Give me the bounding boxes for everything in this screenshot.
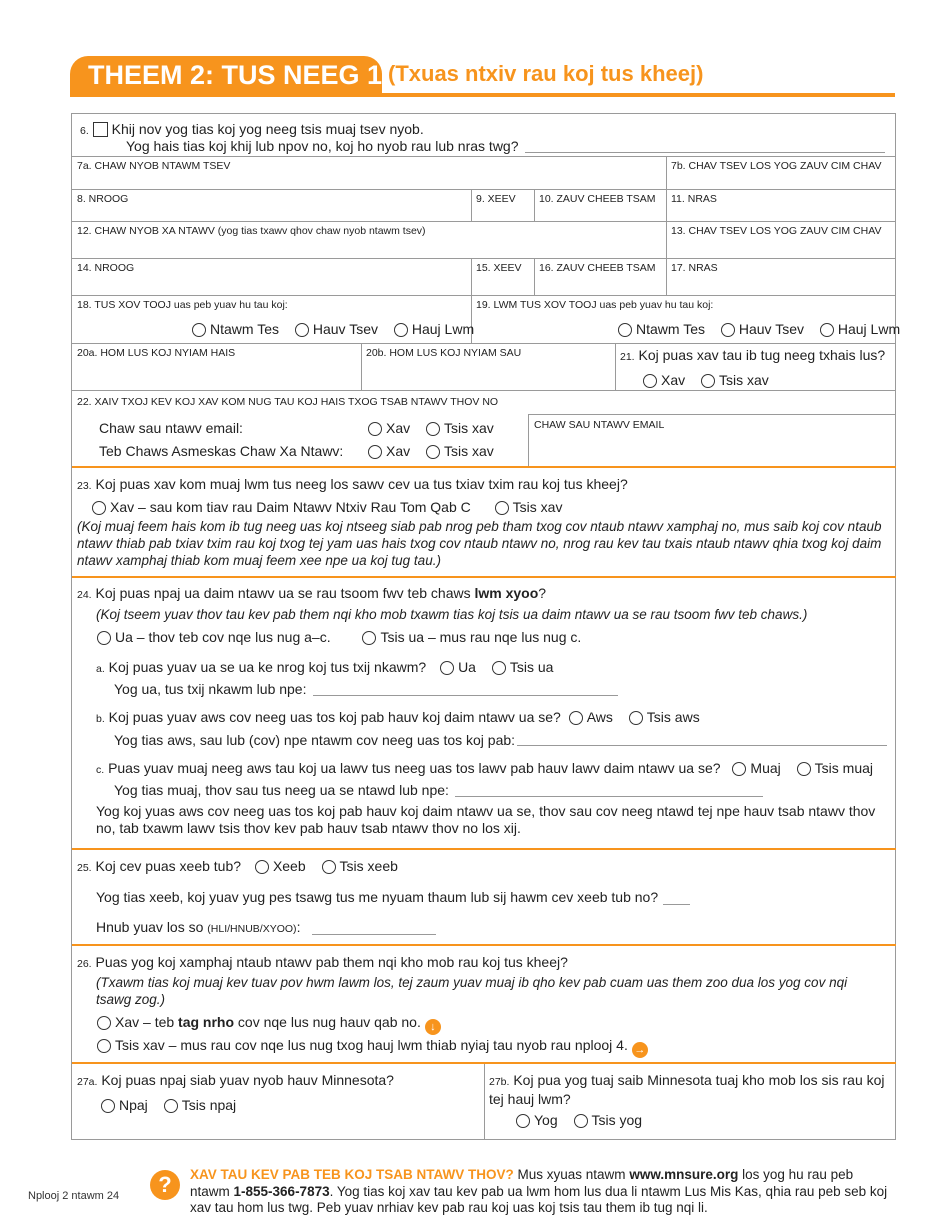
q27a: 27a. Koj puas npaj siab yuav nyob hauv Minnesota? xyxy=(77,1072,394,1088)
option-no[interactable]: Tsis ua – mus rau nqe lus nug c. xyxy=(362,629,581,645)
rule xyxy=(72,295,896,296)
tax-filer-input[interactable] xyxy=(455,796,763,797)
radio[interactable] xyxy=(643,374,657,388)
option-yes[interactable]: Ua xyxy=(440,659,476,675)
q23-note: (Koj muaj feem hais kom ib tug neeg uas koj ntseeg siab pab nrog peb tham txog cov ntaub ntawv xamphaj no, mus saib koj cov ntaub ntawv thiab pab txiav txim rau koj txog tej yam uas hais txog cov ntaub ntawv no, nrog rau kev tau txais ntaub ntawv qhia txog koj daim ntawv xamphaj thiab kom muaj feem xee npe ua koj tug tau.) xyxy=(77,519,882,568)
q23-options xyxy=(92,499,574,515)
section-rule xyxy=(72,576,896,578)
field-7b[interactable]: 7b. CHAV TSEV LOS YOG ZAUV CIM CHAV xyxy=(671,160,882,172)
rule xyxy=(471,189,472,221)
section-rule xyxy=(72,944,896,946)
help-icon: ? xyxy=(150,1170,180,1200)
option-work[interactable]: Hauj Lwm xyxy=(394,321,474,337)
option-yes[interactable]: Xav – sau kom tiav rau Daim Ntawv Ntxiv Rau Tom Qab C xyxy=(92,499,471,515)
radio[interactable] xyxy=(569,711,583,725)
homeless-checkbox[interactable] xyxy=(93,122,108,137)
rule xyxy=(528,414,529,466)
dependents-input[interactable] xyxy=(517,745,887,746)
q25: 25. Koj cev puas xeeb tub? Xeeb Tsis xeeb xyxy=(77,858,398,874)
section-title: THEEM 2: TUS NEEG 1 xyxy=(88,60,383,90)
q24-note2: Yog koj yuas aws cov neeg uas tos koj pab hauv koj daim ntawv ua se, thov sau cov neeg ntawd tej npe hauv tsab ntawv thov no, tab txawm lawv tsis thov kev pab hauv tsab ntawv thov no los xij. xyxy=(96,803,876,836)
spouse-name-input[interactable] xyxy=(313,695,618,696)
rule xyxy=(72,343,896,344)
option-no[interactable]: Tsis yog xyxy=(574,1112,643,1128)
radio[interactable] xyxy=(495,501,509,515)
q25-follow: Yog tias xeeb, koj yuav yug pes tsawg tus me nyuam thaum lub sij hawm cev xeeb tub no? xyxy=(96,889,659,905)
rule xyxy=(615,343,616,390)
email-options xyxy=(368,420,506,436)
option-yes[interactable]: Xav xyxy=(643,372,685,388)
radio[interactable] xyxy=(797,762,811,776)
q21: 21. Koj puas xav tau ib tug neeg txhais lus? xyxy=(620,347,886,363)
section-rule xyxy=(72,466,896,468)
rule xyxy=(72,189,896,190)
field-15[interactable]: 15. XEEV xyxy=(476,262,522,274)
radio[interactable] xyxy=(362,631,376,645)
header-rule xyxy=(70,93,895,97)
section-rule xyxy=(72,848,896,850)
page-number: Nplooj 2 ntawm 24 xyxy=(28,1190,120,1202)
field-8[interactable]: 8. NROOG xyxy=(77,193,129,205)
q25-due: Hnub yuav los so (HLI/HNUB/XYOO): xyxy=(96,919,301,935)
radio[interactable] xyxy=(394,323,408,337)
field-20a[interactable]: 20a. HOM LUS KOJ NYIAM HAIS xyxy=(77,347,236,359)
radio[interactable] xyxy=(820,323,834,337)
radio[interactable] xyxy=(368,445,382,459)
q24b-follow: Yog tias aws, sau lub (cov) npe ntawm cov neeg uas tos koj pab: xyxy=(114,732,516,748)
option-no[interactable]: Tsis xeeb xyxy=(322,858,398,874)
rule xyxy=(534,258,535,295)
field-18: 18. TUS XOV TOOJ uas peb yuav hu tau koj: xyxy=(77,299,288,311)
rule xyxy=(72,390,896,391)
q27b: 27b. Koj pua yog tuaj saib Minnesota tuaj kho mob los sis rau koj tej hauj lwm? xyxy=(489,1072,885,1107)
q26-option-yes[interactable]: Xav – teb tag nrho cov nqe lus nug hauv qab no. ↓ xyxy=(97,1014,441,1035)
field-13[interactable]: 13. CHAV TSEV LOS YOG ZAUV CIM CHAV xyxy=(671,225,882,237)
baby-count-input[interactable] xyxy=(663,904,690,905)
option-cell[interactable]: Ntawm Tes xyxy=(192,321,279,337)
rule xyxy=(666,189,667,221)
phone-type-18 xyxy=(192,321,486,337)
rule xyxy=(361,343,362,390)
email-field[interactable]: CHAW SAU NTAWV EMAIL xyxy=(534,419,665,431)
field-22: 22. XAIV TXOJ KEV KOJ XAV KOM NUG TAU KOJ HAIS TXOG TSAB NTAWV THOV NO xyxy=(77,396,499,408)
option-yes[interactable]: Aws xyxy=(569,709,613,725)
radio[interactable] xyxy=(97,631,111,645)
option-yes[interactable]: Xeeb xyxy=(255,858,306,874)
county-input[interactable] xyxy=(525,152,885,153)
radio[interactable] xyxy=(574,1114,588,1128)
q24a-follow: Yog ua, tus txij nkawm lub npe: xyxy=(114,681,307,697)
radio[interactable] xyxy=(164,1099,178,1113)
q26-note: (Txawm tias koj muaj kev tuav pov hwm lawm los, tej zaum yuav muaj ib qho kev pab cuam uas them zoo dua los yog cov nqi tsawg zog.) xyxy=(96,975,848,1007)
q6: 6. Khij nov yog tias koj yog neeg tsis muaj tsev nyob. xyxy=(80,121,424,137)
option-yes[interactable]: Yog xyxy=(516,1112,558,1128)
radio[interactable] xyxy=(426,422,440,436)
option-no[interactable]: Tsis xav xyxy=(495,499,563,515)
option-yes[interactable]: Ua – thov teb cov nqe lus nug a–c. xyxy=(97,629,331,645)
radio[interactable] xyxy=(97,1039,111,1053)
rule xyxy=(484,1064,485,1140)
radio[interactable] xyxy=(368,422,382,436)
radio[interactable] xyxy=(101,1099,115,1113)
radio[interactable] xyxy=(629,711,643,725)
q27b-options xyxy=(516,1112,654,1128)
option-home[interactable]: Hauv Tsev xyxy=(721,321,804,337)
option-yes[interactable]: Muaj xyxy=(732,760,780,776)
option-no[interactable]: Tsis aws xyxy=(629,709,700,725)
q24b: b. Koj puas yuav aws cov neeg uas tos koj pab hauv koj daim ntawv ua se? Aws Tsis aws xyxy=(96,709,700,725)
q24: 24. Koj puas npaj ua daim ntawv ua se rau tsoom fwv teb chaws lwm xyoo? xyxy=(77,585,547,601)
q23: 23. Koj puas xav kom muaj lwm tus neeg los sawv cev ua tus txiav txim rau koj tus kheej? xyxy=(77,476,628,492)
option-work[interactable]: Hauj Lwm xyxy=(820,321,900,337)
field-20b[interactable]: 20b. HOM LUS KOJ NYIAM SAU xyxy=(366,347,522,359)
q27a-options xyxy=(101,1097,248,1113)
rule xyxy=(528,414,896,415)
radio[interactable] xyxy=(492,661,506,675)
radio[interactable] xyxy=(701,374,715,388)
radio[interactable] xyxy=(97,1016,111,1030)
help-text: XAV TAU KEV PAB TEB KOJ TSAB NTAWV THOV? Mus xyuas ntawm www.mnsure.org los yog hu rau peb ntawm 1-855-366-7873. Yog tias koj xav tau kev pab ua lwm hom lus dua li ntawm Lus Mis Kas, qhia rau peb seb koj xav tau hom lus twg. Peb yuav nrhiav kev pab rau koj uas koj tsis tau them ib tug nqi li. xyxy=(190,1167,888,1215)
field-10[interactable]: 10. ZAUV CHEEB TSAM xyxy=(539,193,656,205)
radio[interactable] xyxy=(426,445,440,459)
email-label: Chaw sau ntawv email: xyxy=(99,420,243,436)
mail-label: Teb Chaws Asmeskas Chaw Xa Ntawv: xyxy=(99,443,344,459)
q24c: c. Puas yuav muaj neeg aws tau koj ua lawv tus neeg uas tos lawv pab hauv lawv daim ntawv ua se? Muaj Tsis muaj xyxy=(96,760,874,776)
field-11[interactable]: 11. NRAS xyxy=(671,193,717,205)
radio[interactable] xyxy=(322,860,336,874)
field-9[interactable]: 9. XEEV xyxy=(476,193,516,205)
option-yes[interactable]: Xav xyxy=(368,420,410,436)
due-date-input[interactable] xyxy=(312,934,436,935)
rule xyxy=(72,156,896,157)
website-link[interactable]: www.mnsure.org xyxy=(629,1167,739,1182)
q24-note: (Koj tseem yuav thov tau kev pab them nqi kho mob txawm tias koj tsis ua daim ntawv ua se rau tsoom fwv teb chaws.) xyxy=(96,607,808,622)
radio[interactable] xyxy=(92,501,106,515)
field-19: 19. LWM TUS XOV TOOJ uas peb yuav hu tau koj: xyxy=(476,299,714,311)
rule xyxy=(72,258,896,259)
q24c-follow: Yog tias muaj, thov sau tus neeg ua se ntawd lub npe: xyxy=(114,782,449,798)
arrow-down-icon: ↓ xyxy=(425,1019,441,1035)
radio[interactable] xyxy=(721,323,735,337)
option-no[interactable]: Tsis npaj xyxy=(164,1097,236,1113)
phone-number: 1-855-366-7873 xyxy=(233,1183,330,1199)
radio[interactable] xyxy=(732,762,746,776)
radio[interactable] xyxy=(192,323,206,337)
arrow-right-icon: → xyxy=(632,1042,648,1058)
mail-options xyxy=(368,443,506,459)
radio[interactable] xyxy=(516,1114,530,1128)
radio[interactable] xyxy=(440,661,454,675)
phone-type-19 xyxy=(618,321,900,337)
rule xyxy=(666,156,667,189)
field-16[interactable]: 16. ZAUV CHEEB TSAM xyxy=(539,262,656,274)
rule xyxy=(471,258,472,295)
option-no[interactable]: Tsis ua xyxy=(492,659,554,675)
option-cell[interactable]: Ntawm Tes xyxy=(618,321,705,337)
radio[interactable] xyxy=(295,323,309,337)
field-7a[interactable]: 7a. CHAW NYOB NTAWM TSEV xyxy=(77,160,231,172)
option-yes[interactable]: Npaj xyxy=(101,1097,148,1113)
section-subtitle: (Txuas ntxiv rau koj tus kheej) xyxy=(388,61,704,86)
q6-followup: Yog hais tias koj khij lub npov no, koj ho nyob rau lub nras twg? xyxy=(126,138,519,154)
option-no[interactable]: Tsis xav xyxy=(701,372,769,388)
radio[interactable] xyxy=(618,323,632,337)
field-14[interactable]: 14. NROOG xyxy=(77,262,135,274)
option-no[interactable]: Tsis xav xyxy=(426,420,494,436)
field-17[interactable]: 17. NRAS xyxy=(671,262,718,274)
radio[interactable] xyxy=(255,860,269,874)
rule xyxy=(72,221,896,222)
rule xyxy=(666,221,667,258)
q26: 26. Puas yog koj xamphaj ntaub ntawv pab them nqi kho mob rau koj tus kheej? xyxy=(77,954,568,970)
q24a: a. Koj puas yuav ua se ua ke nrog koj tus txij nkawm? Ua Tsis ua xyxy=(96,659,554,675)
q21-options xyxy=(643,372,781,388)
option-home[interactable]: Hauv Tsev xyxy=(295,321,378,337)
rule xyxy=(534,189,535,221)
option-no[interactable]: Tsis muaj xyxy=(797,760,873,776)
option-no[interactable]: Tsis xav xyxy=(426,443,494,459)
rule xyxy=(666,258,667,295)
field-12[interactable]: 12. CHAW NYOB XA NTAWV (yog tias txawv qhov chaw nyob ntawm tsev) xyxy=(77,225,426,237)
q24-options xyxy=(97,629,593,645)
q26-option-no[interactable]: Tsis xav – mus rau cov nqe lus nug txog hauj lwm thiab nyiaj tau nyob rau nplooj 4. → xyxy=(97,1037,648,1058)
option-yes[interactable]: Xav xyxy=(368,443,410,459)
